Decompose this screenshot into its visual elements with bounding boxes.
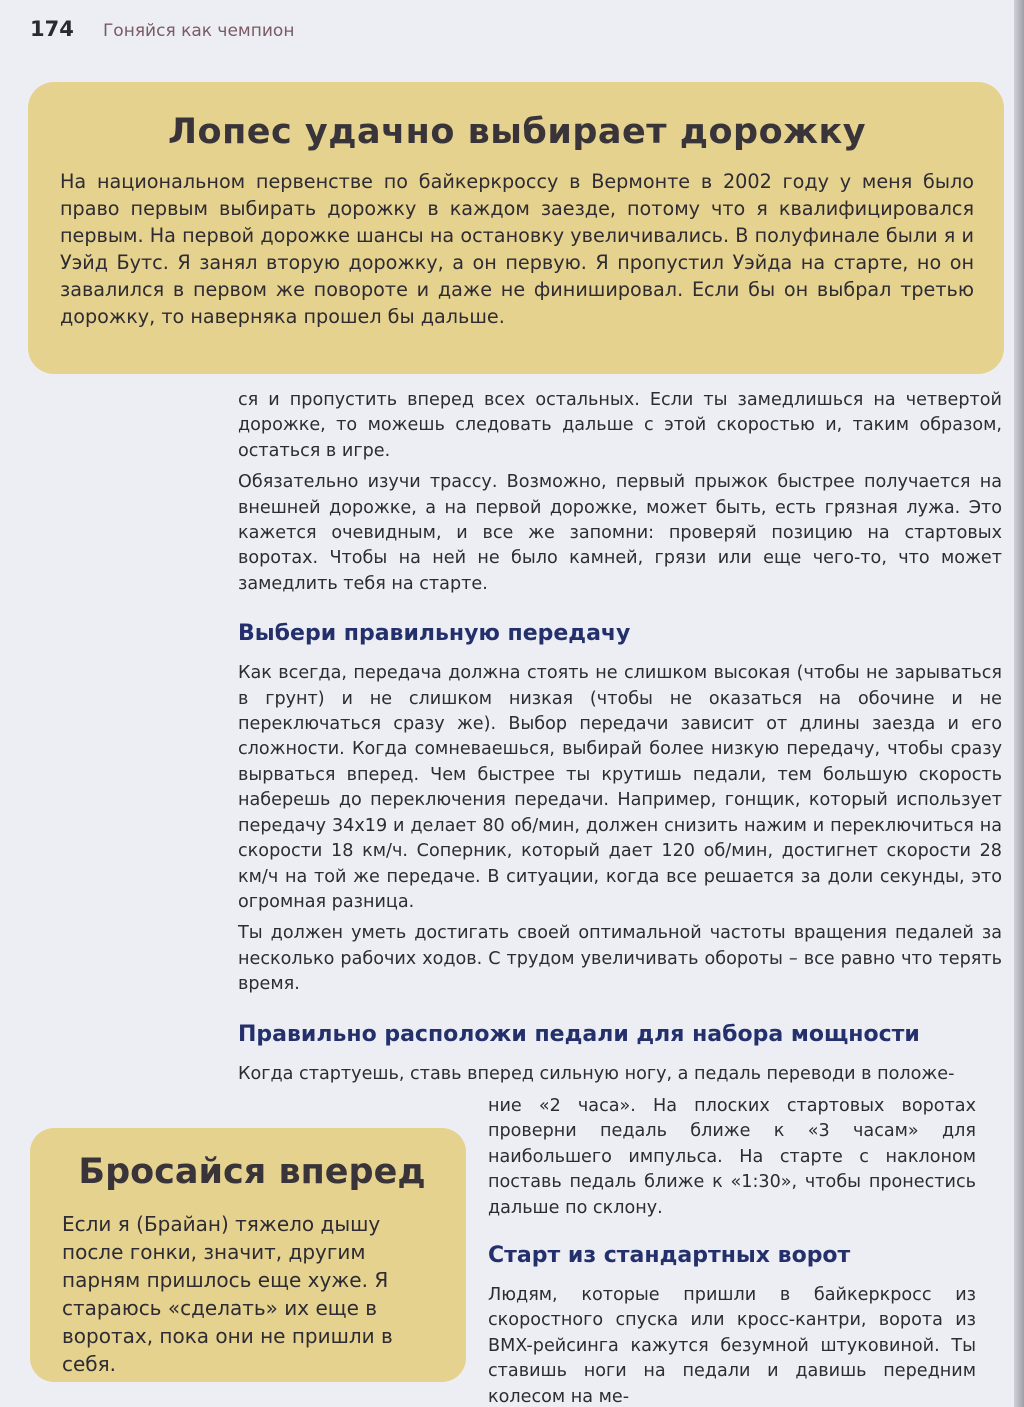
paragraph: Как всегда, передача должна стоять не слишком высокая (чтобы не зарываться в грунт) и не слишком низкая (чтобы не оказаться на обочине и не переключаться сразу же). Выбор передачи зависит от длины заезда и его сложности. Когда сомневаешься, выбирай более низкую передачу, чтобы сразу вырваться вперед. Чем быстрее ты крутишь педали, тем большую скорость наберешь до переключения передачи. Например, гонщик, который использует передачу 34x19 и делает 80 об/мин, должен снизить нажим и переключиться на скорости 18 км/ч. Соперник, который дает 120 об/мин, достигнет скорости 28 км/ч на той же передаче. В ситуации, когда все решается за доли секунды, это огромная разница.: [238, 663, 1002, 912]
sidebar-lopes-title: Лопес удачно выбирает дорожку: [167, 112, 867, 152]
lower-text-column: [488, 1094, 976, 1407]
page-number: 174: [30, 17, 74, 41]
section-heading-gear: Выбери правильную передачу: [238, 621, 631, 647]
paragraph: ся и пропустить вперед всех остальных. Если ты замедлишься на четвертой дорожке, то можешь следовать дальше с этой скоростью и, таким образом, остаться в игре.: [238, 390, 1002, 461]
main-text-column: [238, 388, 1002, 1087]
paragraph: ние «2 часа». На плоских стартовых воротах проверни педаль ближе к «3 часам» для наибольшего импульса. На старте с наклоном поставь педаль ближе к «1:30», чтобы пронестись дальше по склону.: [488, 1096, 976, 1218]
running-head: [30, 17, 294, 45]
paragraph: Людям, которые пришли в байкеркросс из скоростного спуска или кросс-кантри, ворота из BMX-рейсинга кажутся безумной штуковиной. Ты ставишь ноги на педали и давишь передним колесом на ме-: [488, 1285, 976, 1407]
sidebar-rush-title: Бросайся вперед: [78, 1152, 426, 1192]
page-edge-shadow: [1014, 0, 1024, 1407]
section-heading-pedals: Правильно расположи педали для набора мощности: [238, 1021, 920, 1047]
sidebar-rush-text: Если я (Брайан) тяжело дышу после гонки, значит, другим парням пришлось еще хуже. Я стараюсь «сделать» их еще в воротах, пока они не пришли в себя.: [62, 1212, 393, 1376]
sidebar-box-lopes: [28, 82, 1004, 374]
paragraph: Ты должен уметь достигать своей оптимальной частоты вращения педалей за несколько рабочих ходов. С трудом увеличивать обороты – все равно что терять время.: [238, 923, 1002, 995]
paragraph: Обязательно изучи трассу. Возможно, первый прыжок быстрее получается на внешней дорожке, а на первой дорожке, может быть, есть грязная лужа. Это кажется очевидным, и все же запомни: проверяй позицию на стартовых воротах. Чтобы на ней не было камней, грязи или еще чего-то, что может замедлить тебя на старте.: [238, 472, 1002, 594]
sidebar-lopes-text: На национальном первенстве по байкеркроссу в Вермонте в 2002 году у меня было право первым выбирать дорожку в каждом заезде, потому что я квалифицировался первым. На первой дорожке шансы на остановку увеличивались. В полуфинале были я и Уэйд Бутс. Я занял вторую дорожку, а он первую. Я пропустил Уэйда на старте, но он завалился в первом же повороте и даже не финишировал. Если бы он выбрал третью дорожку, то наверняка прошел бы дальше.: [60, 170, 974, 328]
sidebar-box-rush: [30, 1128, 466, 1382]
running-title: Гоняйся как чемпион: [102, 21, 295, 41]
section-heading-gate-start: Старт из стандартных ворот: [488, 1243, 851, 1269]
paragraph: Когда стартуешь, ставь вперед сильную ногу, а педаль переводи в положе-: [238, 1063, 955, 1084]
